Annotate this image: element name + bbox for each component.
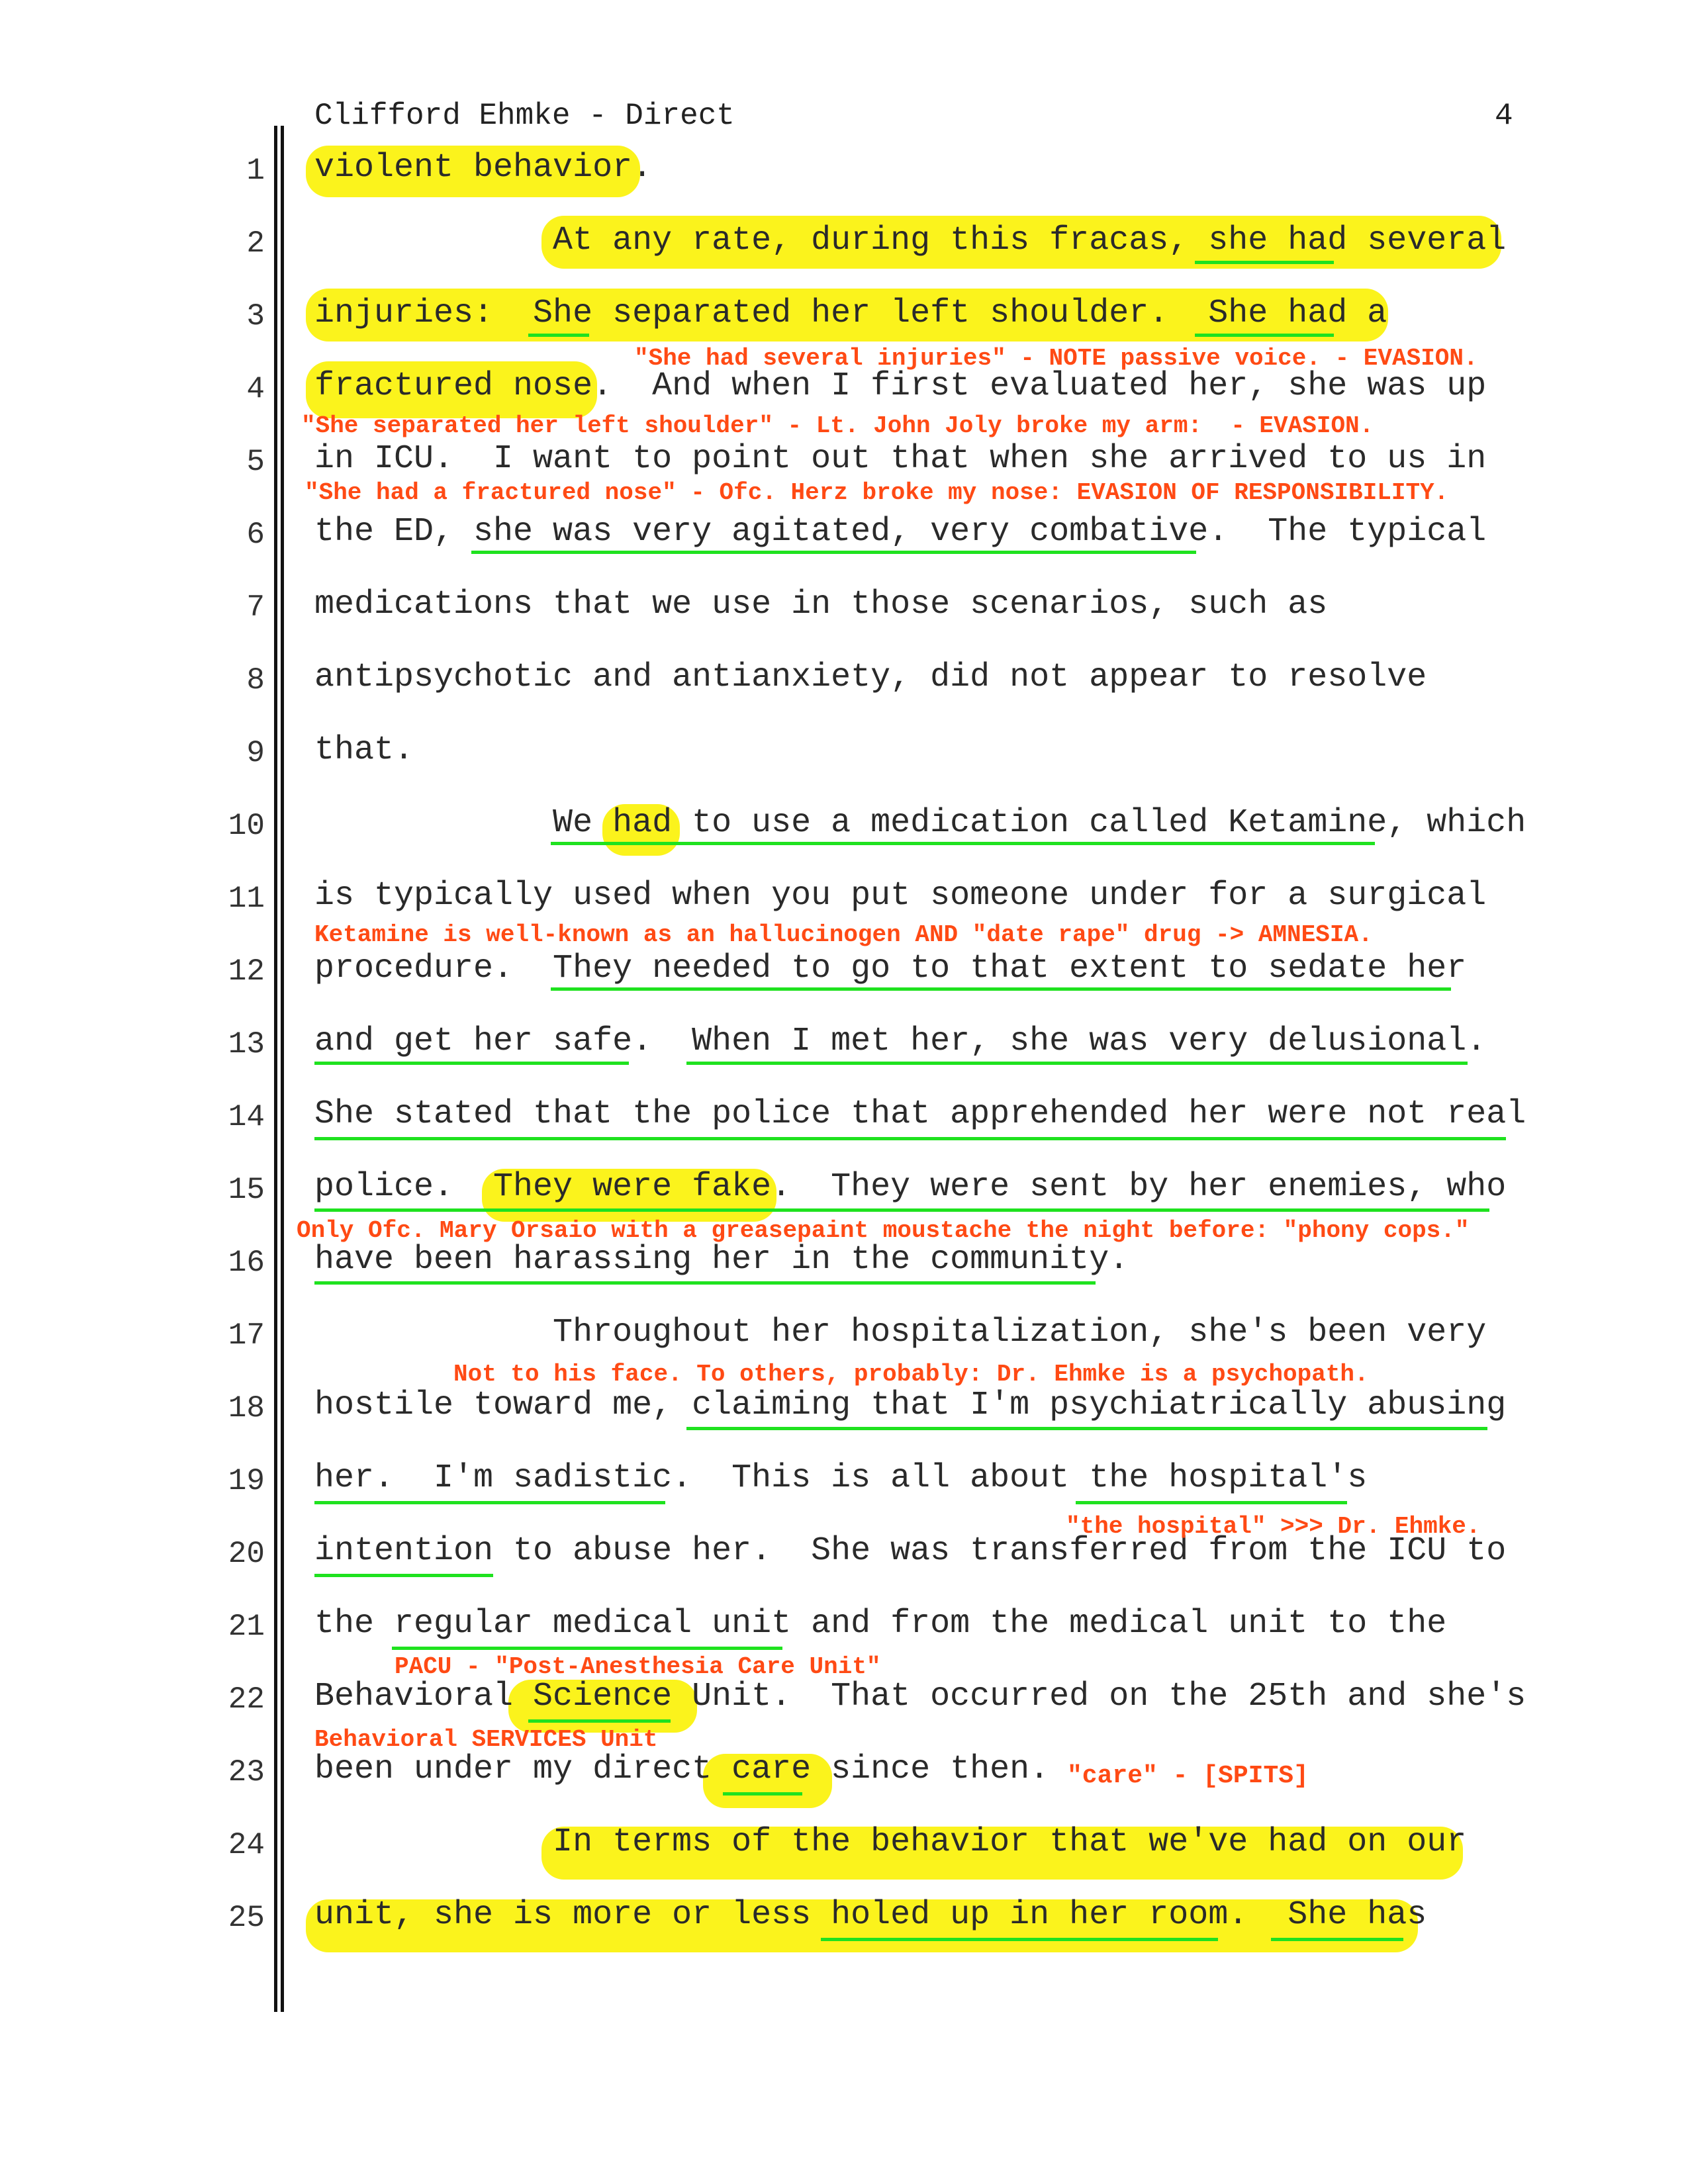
transcript-line: the ED, she was very agitated, very combative. The typical [314, 513, 1487, 551]
line-number: 10 [228, 809, 265, 843]
line-number: 7 [246, 590, 265, 625]
underline [528, 334, 589, 337]
transcript-line: been under my direct care since then. [314, 1751, 1050, 1788]
annotation-hospital: "the hospital" >>> Dr. Ehmke. [1066, 1513, 1481, 1540]
line-number: 23 [228, 1755, 265, 1790]
transcript-line: Throughout her hospitalization, she's been very [314, 1314, 1487, 1351]
line-number: 4 [246, 372, 265, 406]
underline [471, 551, 1196, 554]
annotation-nose: "She had a fractured nose" - Ofc. Herz broke my nose: EVASION OF RESPONSIBILITY. [305, 479, 1449, 506]
annotation-services-unit: Behavioral SERVICES Unit [314, 1726, 658, 1753]
line-number: 6 [246, 518, 265, 552]
transcript-line: She stated that the police that apprehended her were not real [314, 1095, 1526, 1133]
transcript-line: intention to abuse her. She was transferred from the ICU to [314, 1532, 1507, 1570]
transcript-line: that. [314, 731, 414, 769]
underline [528, 1719, 671, 1723]
underline [314, 1574, 493, 1577]
underline [686, 1427, 1487, 1430]
underline [314, 1137, 1506, 1140]
page-number: 4 [1495, 99, 1513, 133]
line-number: 17 [228, 1318, 265, 1353]
underline [1076, 1501, 1347, 1504]
transcript-line: in ICU. I want to point out that when she arrived to us in [314, 440, 1487, 478]
transcript-line: At any rate, during this fracas, she had several [314, 222, 1507, 259]
annotation-psychopath: Not to his face. To others, probably: Dr. Ehmke is a psychopath. [453, 1361, 1369, 1388]
underline [686, 1062, 1468, 1065]
underline [314, 1208, 1489, 1212]
transcript-line: police. They were fake. They were sent by her enemies, who [314, 1168, 1507, 1206]
underline [551, 842, 1375, 845]
line-number: 21 [228, 1610, 265, 1644]
line-number: 9 [246, 736, 265, 770]
line-number: 18 [228, 1391, 265, 1426]
line-number: 24 [228, 1828, 265, 1862]
page-header-title: Clifford Ehmke - Direct [314, 99, 735, 133]
underline [392, 1647, 782, 1650]
line-number: 14 [228, 1100, 265, 1134]
line-number: 8 [246, 663, 265, 698]
line-number: 25 [228, 1901, 265, 1935]
line-number: 2 [246, 226, 265, 261]
underline [314, 1062, 629, 1065]
transcript-line: antipsychotic and antianxiety, did not appear to resolve [314, 659, 1427, 696]
line-number: 12 [228, 954, 265, 989]
transcript-line: medications that we use in those scenarios, such as [314, 586, 1328, 623]
underline [314, 1281, 1096, 1285]
transcript-line: the regular medical unit and from the medical unit to the [314, 1605, 1447, 1643]
transcript-line: and get her safe. When I met her, she was very delusional. [314, 1023, 1487, 1060]
transcript-line: violent behavior. [314, 149, 653, 187]
line-number: 16 [228, 1246, 265, 1280]
transcript-line: her. I'm sadistic. This is all about the hospital's [314, 1459, 1368, 1497]
line-number: 5 [246, 445, 265, 479]
line-number: 19 [228, 1464, 265, 1498]
transcript-line: In terms of the behavior that we've had on our [314, 1823, 1467, 1861]
line-number: 15 [228, 1173, 265, 1207]
line-number: 20 [228, 1537, 265, 1571]
underline [821, 1938, 1218, 1941]
margin-rule-inner [281, 126, 284, 2012]
annotation-phony-cops: Only Ofc. Mary Orsaio with a greasepaint moustache the night before: "phony cops." [297, 1217, 1470, 1244]
annotation-shoulder: "She separated her left shoulder" - Lt. John Joly broke my arm: - EVASION. [301, 412, 1374, 439]
line-number: 1 [246, 154, 265, 188]
line-number: 11 [228, 882, 265, 916]
annotation-care-spits: "care" - [SPITS] [1067, 1762, 1309, 1790]
line-number: 13 [228, 1027, 265, 1062]
transcript-line: have been harassing her in the community. [314, 1241, 1129, 1279]
underline [1195, 334, 1334, 337]
transcript-line: fractured nose. And when I first evaluated her, she was up [314, 367, 1487, 405]
underline [723, 1792, 802, 1796]
underline [551, 987, 1451, 991]
transcript-line: hostile toward me, claiming that I'm psychiatrically abusing [314, 1387, 1507, 1424]
underline [1195, 261, 1334, 264]
transcript-line: procedure. They needed to go to that extent to sedate her [314, 950, 1467, 987]
transcript-line: is typically used when you put someone under for a surgical [314, 877, 1487, 915]
transcript-line: unit, she is more or less holed up in her room. She has [314, 1896, 1427, 1934]
margin-rule-outer [274, 126, 277, 2012]
underline [314, 1501, 665, 1504]
annotation-pacu: PACU - "Post-Anesthesia Care Unit" [395, 1653, 881, 1680]
transcript-line: We had to use a medication called Ketamine, which [314, 804, 1526, 842]
transcript-line: injuries: She separated her left shoulder. She had a [314, 295, 1387, 332]
underline [1271, 1938, 1403, 1941]
annotation-passive-voice: "She had several injuries" - NOTE passive voice. - EVASION. [634, 345, 1478, 372]
annotation-ketamine: Ketamine is well-known as an hallucinogen AND "date rape" drug -> AMNESIA. [314, 921, 1373, 948]
line-number: 3 [246, 299, 265, 334]
transcript-line: Behavioral Science Unit. That occurred on the 25th and she's [314, 1678, 1526, 1715]
line-number: 22 [228, 1682, 265, 1717]
